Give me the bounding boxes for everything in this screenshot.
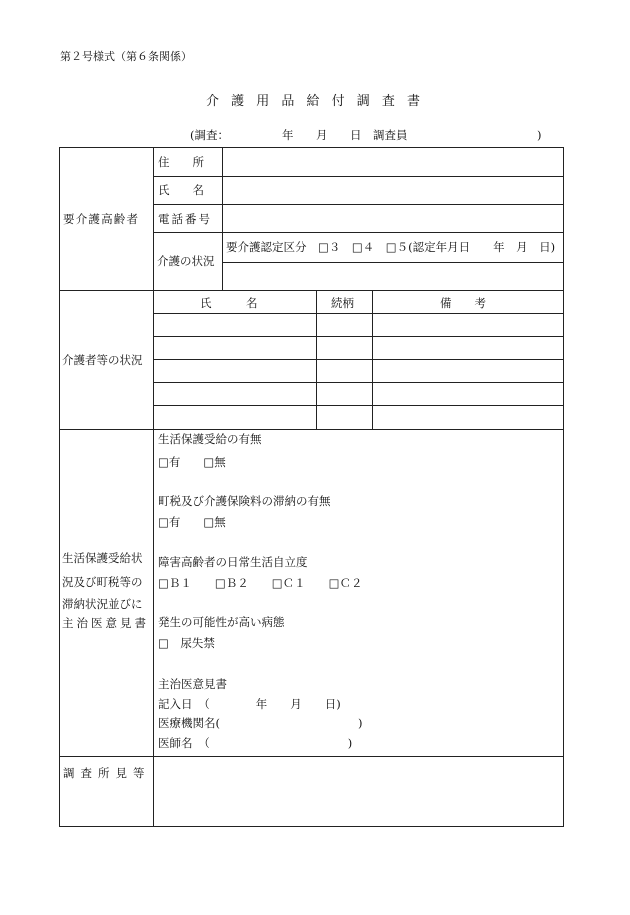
entry-date-line: 記入日 （ 年 月 日): [158, 697, 341, 711]
elder-section-label: 要介護高齢者: [63, 212, 140, 226]
caregiver-row-divider-4: [153, 382, 564, 383]
caregiver-header-remarks: 備 考: [440, 296, 486, 310]
welfare-label-line: 滞納状況並びに: [62, 597, 143, 611]
address-label: 住 所: [158, 155, 204, 169]
caregiver-section-label: 介護者等の状況: [62, 353, 143, 367]
welfare-checkbox-line: □有 □無: [158, 455, 226, 469]
section-divider-1: [59, 290, 564, 291]
doctor-name-line: 医師名 （ ): [158, 736, 353, 750]
table-top-border: [59, 147, 564, 148]
section-divider-2: [59, 429, 564, 430]
doctor-opinion-heading: 主治医意見書: [158, 677, 227, 691]
section-divider-3: [59, 756, 564, 757]
caregiver-header-name: 氏 名: [200, 296, 258, 310]
caregiver-row-divider-3: [153, 359, 564, 360]
phone-label: 電話番号: [158, 212, 212, 226]
survey-header-close: ): [537, 128, 542, 142]
independence-question: 障害高齢者の日常生活自立度: [158, 555, 308, 569]
care-level-text: 要介護認定区分 □３ □４ □５(認定年月日 年 月 日): [226, 240, 556, 254]
table-bottom-border: [59, 826, 564, 827]
welfare-label-line: 主治医意見書: [62, 616, 149, 630]
survey-header-open: (調査：: [190, 128, 229, 142]
survey-header-month: 月: [316, 128, 328, 142]
condition-question: 発生の可能性が高い病態: [158, 615, 285, 629]
elder-care-row-divider: [222, 262, 564, 263]
tax-question: 町税及び介護保険料の滞納の有無: [158, 494, 331, 508]
survey-header-year: 年: [282, 128, 294, 142]
elder-row-divider-2: [153, 204, 564, 205]
table-left-border: [59, 147, 60, 827]
form-number: 第２号様式（第６条関係）: [60, 50, 192, 63]
caregiver-row-divider-1: [153, 313, 564, 314]
caregiver-header-relation: 続柄: [331, 296, 354, 310]
label-column-divider: [153, 147, 154, 827]
document-title: 介 護 用 品 給 付 調 査 書: [205, 94, 425, 109]
condition-checkbox-line: □ 尿失禁: [158, 636, 215, 650]
name-label: 氏 名: [158, 183, 204, 197]
tax-checkbox-line: □有 □無: [158, 515, 226, 529]
survey-remarks-label: 調査所見等: [63, 766, 151, 780]
institution-line: 医療機関名( ): [158, 716, 363, 730]
welfare-label-line: 況及び町税等の: [62, 575, 143, 589]
elder-subcolumn-divider: [222, 147, 223, 290]
welfare-label-line: 生活保護受給状: [62, 551, 143, 565]
elder-row-divider-3: [153, 232, 564, 233]
independence-checkbox-line: □Ｂ１ □Ｂ２ □Ｃ１ □Ｃ２: [158, 576, 363, 590]
survey-header-surveyor: 調査員: [373, 128, 408, 142]
survey-header-day: 日: [350, 128, 362, 142]
table-right-border: [563, 147, 564, 827]
care-status-label: 介護の状況: [157, 254, 215, 268]
elder-row-divider-1: [153, 176, 564, 177]
caregiver-row-divider-2: [153, 336, 564, 337]
welfare-question: 生活保護受給の有無: [158, 432, 262, 446]
caregiver-row-divider-5: [153, 405, 564, 406]
